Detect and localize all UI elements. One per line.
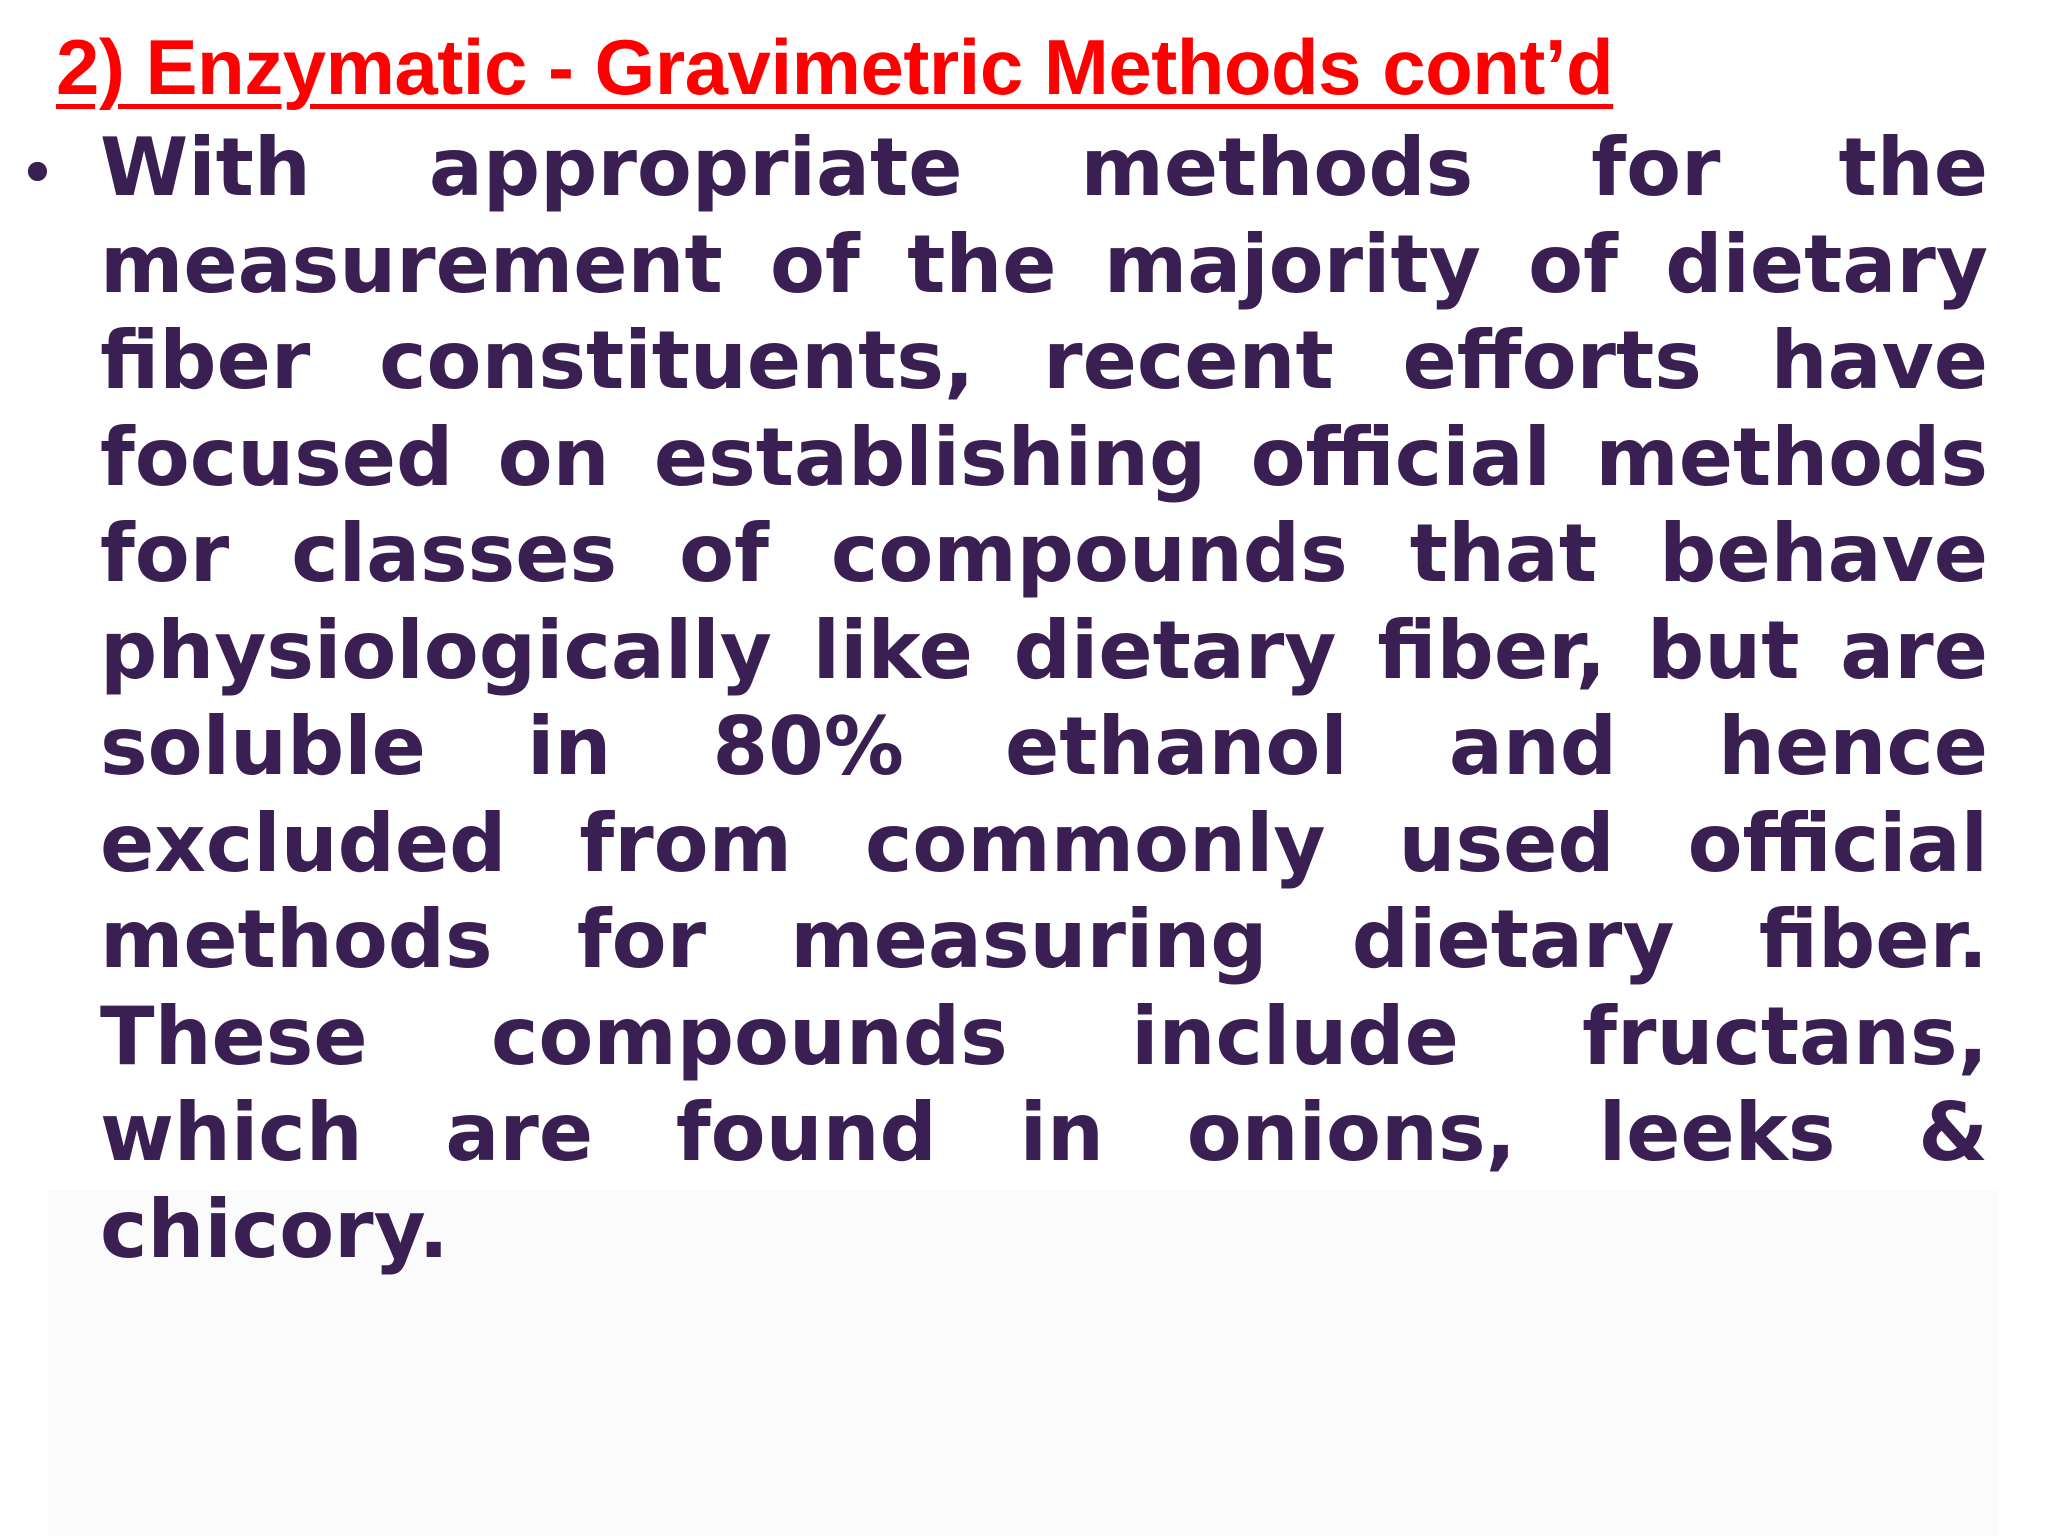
slide-title: 2) Enzymatic - Gravimetric Methods cont’d: [56, 23, 1614, 111]
bullet-paragraph: With appropriate methods for the measurement of the majority of dietary fiber constituents, recent efforts have focused on establishing official methods for classes of compounds that behave physiologically like dietary fiber, but are soluble in 80% ethanol and hence excluded from commonly used official methods for measuring dietary fiber. These compounds include fructans, which are found in onions, leeks & chicory.: [100, 121, 1988, 1276]
bullet-marker: •: [18, 135, 57, 212]
